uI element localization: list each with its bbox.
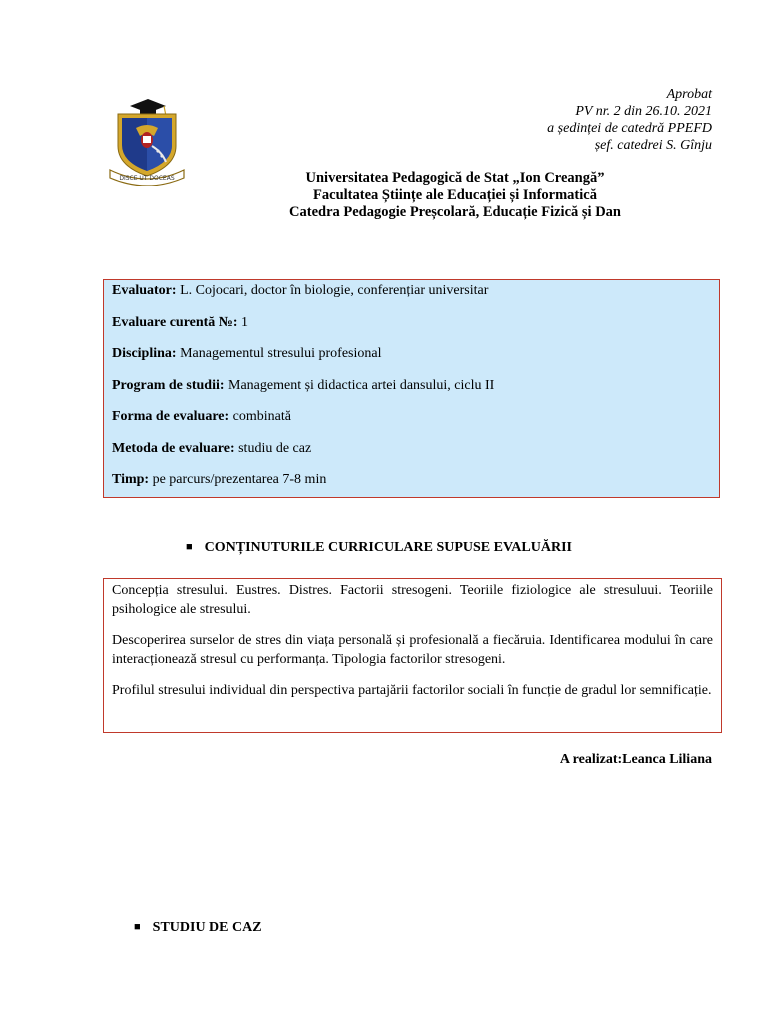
- curricular-content-heading: [186, 540, 572, 556]
- evaluation-method-label: Metoda de evaluare:: [112, 440, 235, 456]
- crest-icon: [108, 96, 186, 186]
- evaluation-info-box: [103, 279, 720, 498]
- approval-meeting: a ședinței de catedră PPEFD: [547, 121, 712, 136]
- study-program-label: Program de studii:: [112, 377, 225, 393]
- time-value: pe parcurs/prezentarea 7-8 min: [149, 472, 327, 487]
- evaluation-form-value: combinată: [229, 409, 291, 424]
- evaluation-form-row: [112, 408, 711, 440]
- content-paragraph: Descoperirea surselor de stres din viața personală și profesională a fiecăruia. Identificarea modului în care interacționează stresul cu performanța. Tipologia factorilor stresogeni.: [112, 633, 713, 667]
- crest-motto: DISCE UT DOCEAS: [119, 175, 175, 182]
- approval-block: [547, 86, 712, 154]
- approval-title: Aprobat: [666, 87, 712, 102]
- evaluation-method-value: studiu de caz: [234, 440, 312, 456]
- author-signature: A realizat:Leanca Liliana: [559, 752, 712, 767]
- study-program-value: Management și didactica artei dansului, ciclu II: [224, 377, 495, 393]
- current-evaluation-label: Evaluare curentă №:: [112, 314, 238, 330]
- time-row: [112, 471, 711, 503]
- evaluation-method-row: [112, 440, 711, 472]
- institution-header: [250, 170, 660, 221]
- evaluator-row: [112, 282, 711, 314]
- study-program-row: [112, 377, 711, 409]
- university-name: Universitatea Pedagogică de Stat „Ion Creangă”: [305, 170, 605, 186]
- university-crest-logo: [108, 96, 186, 186]
- curricular-content-heading-text: CONȚINUTURILE CURRICULARE SUPUSE EVALUĂRII: [204, 540, 572, 555]
- time-label: Timp:: [112, 472, 150, 487]
- evaluator-label: Evaluator:: [112, 283, 177, 298]
- evaluation-form-label: Forma de evaluare:: [112, 409, 230, 424]
- faculty-name: Facultatea Științe ale Educației și Informatică: [313, 187, 597, 203]
- approval-signatory: șef. catedrei S. Gînju: [594, 138, 712, 153]
- approval-protocol: PV nr. 2 din 26.10. 2021: [575, 104, 712, 119]
- content-paragraph: Concepția stresului. Eustres. Distres. Factorii stresogeni. Teoriile fiziologice ale stresuluui. Teoriile psihologice ale stresului.: [112, 583, 713, 617]
- content-paragraph: Profilul stresului individual din perspectiva partajării factorilor sociali în funcție de gradul lor semnificație.: [112, 683, 712, 698]
- department-name: Catedra Pedagogie Preșcolară, Educație Fizică și Dan: [289, 204, 621, 220]
- current-evaluation-value: 1: [237, 314, 249, 330]
- case-study-heading: [134, 920, 262, 936]
- case-study-heading-text: STUDIU DE CAZ: [152, 920, 262, 935]
- curricular-content-box: [103, 578, 722, 733]
- discipline-row: [112, 345, 711, 377]
- square-bullet-icon: ■: [134, 921, 141, 933]
- current-evaluation-row: [112, 314, 711, 346]
- square-bullet-icon: ■: [186, 541, 193, 553]
- evaluator-value: L. Cojocari, doctor în biologie, conferențiar universitar: [176, 283, 489, 298]
- discipline-value: Managementul stresului profesional: [176, 346, 382, 361]
- discipline-label: Disciplina:: [112, 346, 177, 361]
